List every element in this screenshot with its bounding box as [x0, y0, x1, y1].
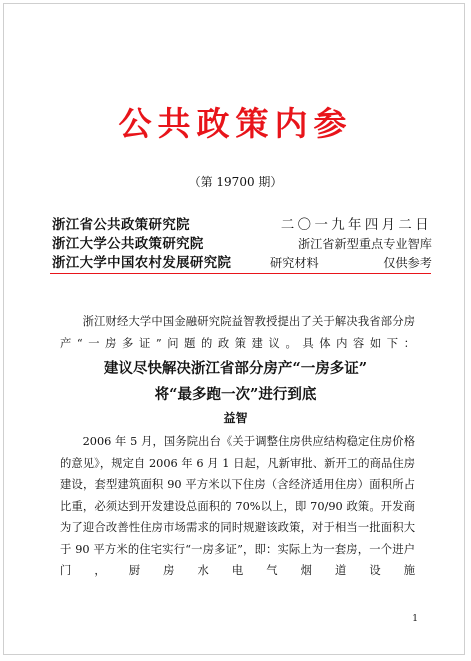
body-paragraph: 2006 年 5 月，国务院出台《关于调整住房供应结构稳定住房价格的意见》，规定自 2006 年 6 月 1 日起，凡新审批、新开工的商品住房建设，套型建筑面积 90 平方米以下住房（含经济适用住房）面积所占比重，必须达到开发建设总面积的 70%以上，即 70/90 政策。开发商为了迎合改善性住房市场需求的同时规避该政策，对于相当一批面积大于 90 平方米的住宅实行“一房多证”，即：实际上为一套房，一个进户门，厨房水电气烟道设施: [60, 435, 415, 577]
page-number: 1: [412, 614, 418, 624]
publisher-name: 浙江省公共政策研究院: [52, 217, 190, 233]
intro-paragraph: 浙江财经大学中国金融研究院益智教授提出了关于解决我省部分房产“一房多证”问题的政策建议。具体内容如下：: [60, 315, 415, 350]
for-reference-label: 仅供参考: [383, 256, 432, 270]
publisher-name: 浙江大学公共政策研究院: [52, 236, 204, 252]
research-material-label: 研究材料: [270, 256, 319, 270]
publisher-row: [52, 217, 432, 234]
material-note: [270, 255, 432, 272]
header-divider: [50, 273, 431, 274]
publish-date: 二〇一九年四月二日: [280, 218, 432, 233]
article-headline-line-1: 建议尽快解决浙江省部分房产“一房多证”: [103, 360, 368, 377]
issue-number: （第 19700 期）: [188, 175, 283, 189]
think-tank-label: 浙江省新型重点专业智库: [297, 237, 432, 251]
article-author: 益智: [223, 411, 248, 425]
article-headline-line-2: 将“最多跑一次”进行到底: [154, 386, 317, 403]
publisher-name: 浙江大学中国农村发展研究院: [52, 255, 232, 271]
publisher-row: [52, 236, 432, 253]
masthead-title: 公共政策内参: [118, 104, 353, 143]
publisher-row: [52, 255, 432, 272]
